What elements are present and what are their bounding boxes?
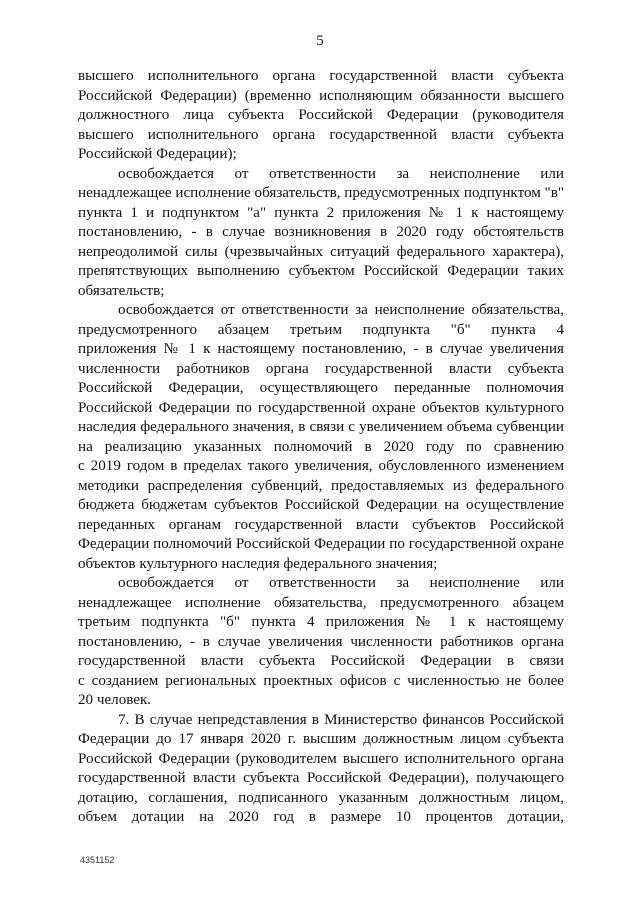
text-line: освобождается от ответственности за неисполнение или (118, 165, 564, 182)
paragraph (78, 301, 564, 574)
text-line: освобождается от ответственности за неисполнение или (118, 575, 564, 591)
text-line: ненадлежащее исполнение обязательства, предусмотренного абзацем (78, 594, 564, 611)
text-line: наследия федерального значения, в связи с увеличением объема субвенции (78, 419, 564, 435)
text-line: должностного лица субъекта Российской Федерации (руководителя (78, 107, 564, 123)
text-line: препятствующих выполнению субъектом Российской Федерации таких (78, 263, 564, 279)
document-body (78, 67, 564, 828)
text-line: предусмотренного абзацем третьим подпункта "б" пункта 4 (78, 321, 564, 338)
text-line: приложения № 1 к настоящему постановлению, - в случае увеличения (78, 341, 564, 357)
text-line: Федерации полномочий Российской Федерации по государственной охране (78, 536, 564, 552)
paragraph (78, 165, 564, 302)
text-line: высшего исполнительного органа государственной власти субъекта (78, 126, 564, 143)
text-line: переданных органам государственной власти субъектов Российской (78, 516, 564, 533)
text-line: государственной власти субъекта Российской Федерации), получающего (78, 770, 564, 786)
text-line: обязательств; (78, 282, 165, 299)
text-line: объем дотации на 2020 год в размере 10 процентов дотации, (78, 809, 564, 825)
text-line: на реализацию указанных полномочий в 2020 году по сравнению (78, 438, 564, 455)
paragraph-continuation (78, 67, 564, 165)
text-line: методики распределения субвенций, предоставляемых из федерального (78, 477, 564, 494)
text-line: Российской Федерации (руководителем высшего исполнительного органа (78, 750, 564, 767)
text-line: высшего исполнительного органа государственной власти субъекта (78, 68, 564, 84)
text-line: 7. В случае непредставления в Министерство финансов Российской (118, 711, 564, 728)
text-line: ненадлежащее исполнение обязательств, предусмотренных подпунктом "в" (78, 185, 564, 201)
text-line: бюджета бюджетам субъектов Российской Федерации на осуществление (78, 497, 564, 513)
page-number: 5 (316, 33, 324, 49)
text-line: Российской Федерации, осуществляющего переданные полномочия (78, 380, 564, 396)
text-line: Российской Федерации); (78, 146, 237, 162)
text-line: освобождается от ответственности за неисполнение обязательства, (118, 302, 564, 318)
document-code: 4351152 (80, 855, 115, 865)
text-line: государственной власти субъекта Российской Федерации в связи (78, 653, 564, 669)
text-line: дотацию, соглашения, подписанного указанным должностным лицом, (78, 789, 564, 806)
paragraph (78, 574, 564, 711)
text-line: третьим подпункта "б" пункта 4 приложения № 1 к настоящему (78, 614, 564, 630)
text-line: пункта 1 и подпунктом "а" пункта 2 приложения № 1 к настоящему (78, 204, 564, 221)
text-line: постановлению, - в случае возникновения в 2020 году обстоятельств (78, 224, 564, 240)
text-line: с созданием региональных проектных офисов с численностью не более (78, 672, 564, 689)
text-line: с 2019 годом в пределах такого увеличения, обусловленного изменением (78, 458, 564, 474)
text-line: численности работников органа государственной власти субъекта (78, 360, 564, 377)
text-line: постановлению, - в случае увеличения численности работников органа (78, 633, 564, 650)
text-line: объектов культурного наследия федерального значения; (78, 555, 438, 572)
paragraph (78, 711, 564, 828)
text-line: 20 человек. (78, 692, 152, 708)
text-line: Российской Федерации) (временно исполняющим обязанности высшего (78, 87, 564, 104)
text-line: Российской Федерации по государственной охране объектов культурного (78, 399, 564, 416)
text-line: Федерации до 17 января 2020 г. высшим должностным лицом субъекта (78, 731, 564, 747)
text-line: непреодолимой силы (чрезвычайных ситуаций федерального характера), (78, 243, 564, 260)
